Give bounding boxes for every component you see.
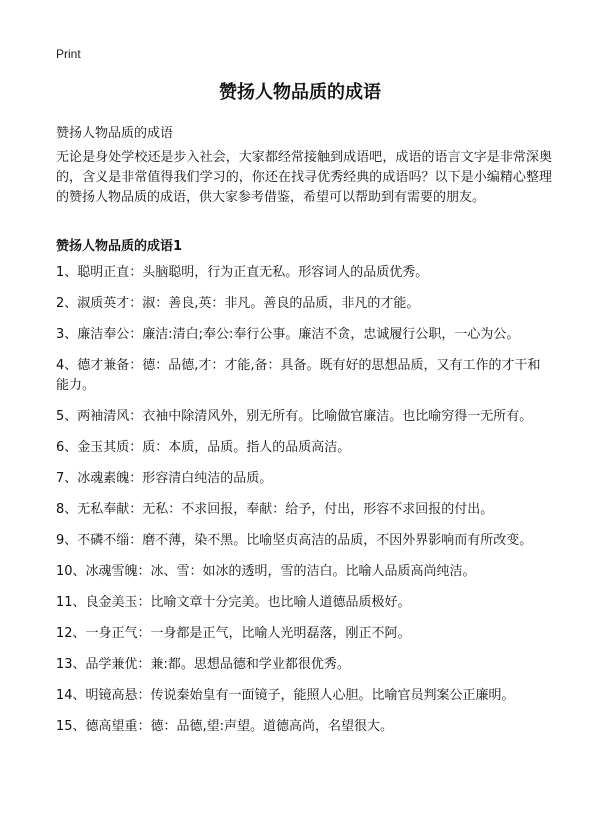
- list-item: 7、冰魂素魄：形容清白纯洁的品质。: [56, 471, 273, 486]
- idiom-list: [56, 263, 546, 748]
- list-item: 9、不磷不缁：磨不薄，染不黑。比喻坚贞高洁的品质，不因外界影响而有所改变。: [56, 533, 533, 548]
- list-item: 2、淑质英才：淑：善良,英：非凡。善良的品质，非凡的才能。: [56, 296, 420, 311]
- section-heading: 赞扬人物品质的成语1: [56, 239, 183, 254]
- list-item: 3、廉洁奉公：廉洁:清白;奉公:奉行公事。廉洁不贪，忠诚履行公职，一心为公。: [56, 327, 520, 342]
- document-subtitle: 赞扬人物品质的成语: [56, 126, 174, 141]
- list-item: 8、无私奉献：无私：不求回报，奉献：给予，付出，形容不求回报的付出。: [56, 502, 494, 517]
- list-item: 11、良金美玉：比喻文章十分完美。也比喻人道德品质极好。: [56, 595, 411, 610]
- list-item: 13、品学兼优：兼:都。思想品德和学业都很优秀。: [56, 657, 350, 672]
- document-title: 赞扬人物品质的成语: [219, 82, 381, 103]
- intro-paragraph: 无论是身处学校还是步入社会，大家都经常接触到成语吧，成语的语言文字是非常深奥的，含义是非常值得我们学习的，你还在找寻优秀经典的成语吗？以下是小编精心整理的赞扬人物品质的成语，供大家参考借鉴，希望可以帮助到有需要的朋友。: [56, 150, 552, 205]
- list-item: 4、德才兼备：德：品德,才：才能,备：具备。既有好的思想品质，又有工作的才干和能力。: [56, 358, 541, 393]
- list-item: 1、聪明正直：头脑聪明，行为正直无私。形容词人的品质优秀。: [56, 265, 429, 280]
- list-item: 6、金玉其质：质：本质，品质。指人的品质高洁。: [56, 440, 351, 455]
- list-item: 14、明镜高悬：传说秦始皇有一面镜子，能照人心胆。比喻官员判案公正廉明。: [56, 688, 515, 703]
- print-link[interactable]: Print: [56, 47, 81, 61]
- list-item: 5、两袖清风：衣袖中除清风外，别无所有。比喻做官廉洁。也比喻穷得一无所有。: [56, 409, 533, 424]
- list-item: 10、冰魂雪魄：冰、雪：如冰的透明，雪的洁白。比喻人品质高尚纯洁。: [56, 564, 476, 579]
- list-item: 15、德高望重：德：品德,望:声望。道德高尚，名望很大。: [56, 719, 394, 734]
- list-item: 12、一身正气：一身都是正气，比喻人光明磊落，刚正不阿。: [56, 626, 411, 641]
